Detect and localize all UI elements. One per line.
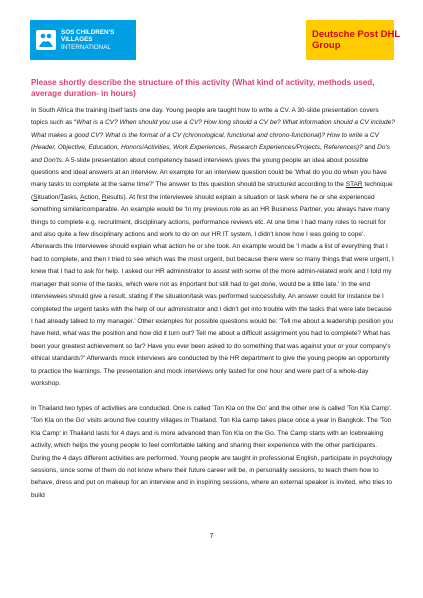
sos-logo-line2: VILLAGES	[61, 36, 93, 44]
sos-logo-line3: INTERNATIONAL	[61, 43, 111, 51]
star-letter-t: T	[60, 193, 64, 201]
dhl-logo-line1: Deutsche Post DHL	[312, 29, 401, 40]
sos-logo-line1: SOS CHILDREN'S	[61, 28, 115, 36]
star-letter-s: S	[33, 193, 38, 201]
dhl-logo-line2: Group	[312, 40, 341, 51]
dos-donts-text: Do's and Don'ts	[31, 144, 390, 164]
star-term: STAR	[345, 181, 363, 189]
text-segment: and	[362, 144, 378, 152]
text-segment: Afterwards mock interviews are conducted by the HR department to give the young people an opportunity to practice the learnings. The presentation and mock interviews only lasted for one hour and were part of a whole-day workshop.	[31, 355, 390, 387]
text-segment: An example for an interview question could be 'What do you do when you have many tasks to complete at the same time?' The answer to this question should be structured according to the	[31, 169, 387, 189]
page-number: 7	[209, 533, 214, 540]
cv-topics-text: What is a CV? When should you use a CV? How long should a CV be? What information should a CV include? What makes a good CV? What is the format of a CV (chronological, functional and chrono-functional)? How to write a CV (Header, Objective, Education, Honors/Activities, Work Experiences, Research Experiences/Projects, References)?	[31, 119, 395, 152]
sos-emblem-icon	[35, 29, 57, 51]
text-segment: In South Africa the training itself lasts one day. Young people are taught how to write a CV. A 30-slide presentation covers topics such as “	[31, 107, 379, 127]
star-letter-r: R	[101, 193, 107, 201]
paragraph-south-africa	[31, 105, 395, 390]
text-segment: technique (	[31, 181, 393, 201]
text-segment: asks,	[63, 193, 81, 201]
star-letter-a: A	[80, 193, 85, 201]
sos-childrens-villages-logo	[30, 20, 136, 60]
sos-logo-text	[61, 29, 114, 52]
text-segment: . A 5-slide presentation about competency based interviews gives the young people an idea about possible questions and ideal answers at an interview.	[31, 156, 369, 177]
section-heading: Please shortly describe the structure of this activity (What kind of activity, methods used, average duration- in hours)	[31, 78, 375, 98]
text-segment: esults). At first the interviewee should explain a situation or task where he or she experienced something similar/comparable. An example would be 'In my previous role as an HR Business Partner, you always have many things to complete e.g. recruitment, disciplinary actions, performance reviews etc. At one time I had many roles to recruit for and also quite a few disciplinary actions and work to do on our HR IT system. I didn't know how I was going to cope'. Afterwards the Interviewee should explain what action he or she took. An example would be 'I made a list of everything that I had to complete, and then I tried to see which was the most urgent, but because there were so many things that were urgent, I knew that I had to ask for help. I asked our HR administrator to assist with some of the more admin-related work and I told my manager that some of the tasks, which were not as important but still had to get done, would be a little late.' In the end interviewees should give a result, stating if the situation/task was performed successfully. An answer could for instance be I completed the urgent tasks with the help of our administrator and I didn't get into trouble with the tasks that were late because I had already talked to my manager.' Other examples for possible questions would be: 'Tell me about a leadership position you have held, what was the position and how did it turn out? Tell me about a difficult assignment you had to complete? What has been your greatest achievement so far? Have you ever been asked to do something that was against your or your company's ethical standards?'	[31, 193, 394, 363]
text-segment: ituation/	[37, 193, 61, 201]
text-segment: ction,	[84, 193, 102, 201]
paragraph-thailand: In Thailand two types of activities are conducted. One is called 'Ton Kla on the Go' and the other one is called 'Ton Kla Camp'. 'Ton Kla on the Go' visits around five country villages in Thailand. Ton Kla camp takes place once a year in Bangkok. The 'Ton Kla Camp' in Thailand lasts for 4 days and is more advanced than Ton Kla on the Go. The Camp starts with an Icebreaking activity, which helps the young people to feel comfortable talking and sharing their experience with the other participants. During the 4 days different activities are performed. Young people are taught in professional English, participate in psychology sessions, since some of them do not know where their future career will be, in personality sessions, to teach them how to behave, dress and put on makeup for an interview and in inspiring sessions, where an external speaker is invited, who tries to build	[31, 405, 393, 499]
deutsche-post-dhl-logo	[306, 20, 401, 60]
